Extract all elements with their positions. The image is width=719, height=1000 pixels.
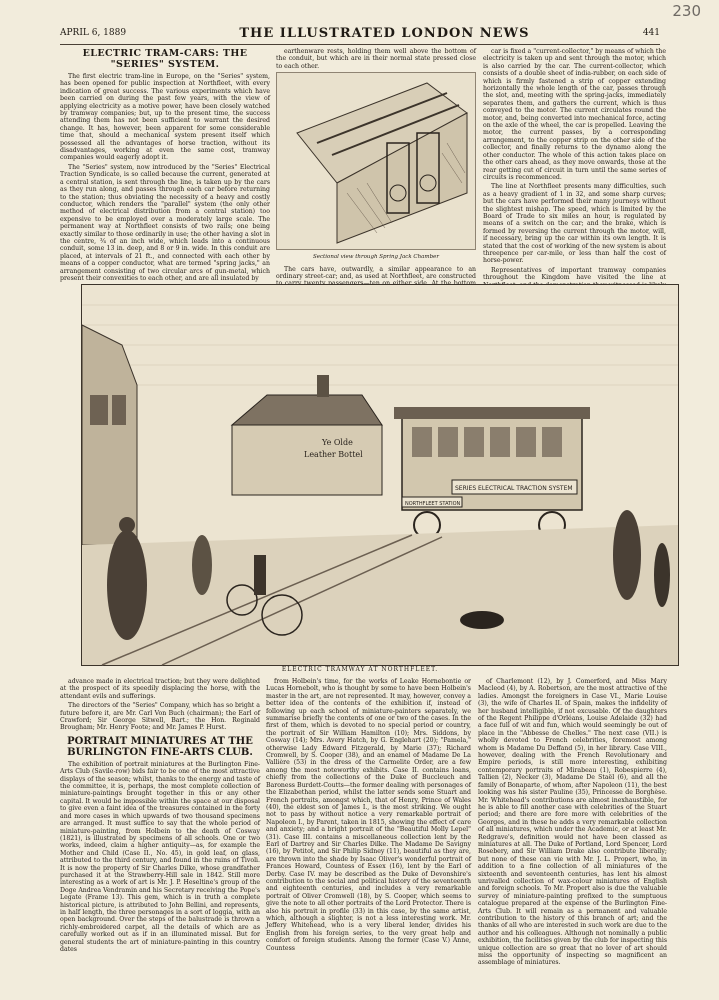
paragraph: car is fixed a "current-collector," by means of which the electricity is taken up and sent through the motor, which is also carried by the car. The current-collector, which consists of a double sheet of india-rubber, on each side of which is firmly fastened a strip of copper extending horizontally the whole length of the car, passes through the slot, and, meeting with the spring-jacks, immediately separates them, and gathers the current, which is thus conveyed to the motor. The current circulates round the motor, and, being converted into mechanical force, acting on the axle of the wheel, the car is propelled. Leaving the motor, the current passes, by a corresponding arrangement, to the copper strip on the other side of the collector, and finally returns to the dynamo along the other conductor. The whole of this action takes place on the other cars ahead, as they move onwards, those at the rear getting cut of circuit in turn until the same series of circuits is recommenced. [483, 48, 666, 181]
pencil-annotation: 230 [672, 2, 701, 20]
tram-car-sign: SERIES ELECTRICAL TRACTION SYSTEM [455, 485, 573, 492]
engraving-caption: ELECTRIC TRAMWAY AT NORTHFLEET. [281, 666, 439, 673]
paragraph: earthenware rests, holding them well above the bottom of the conduit, but which are in their normal state pressed close to each other. [276, 48, 476, 70]
paragraph: The directors of the "Series" Company, which has so bright a future before it, are Mr. Carl Von Buch (chairman); the Earl of Crawford; Sir George Sitwell, Bart.; the Hon. Reginald Brougham; Mr. Henry Foote; and Mr. James P. Hurst. [60, 702, 260, 732]
station-sign: NORTHFLEET STATION [405, 501, 461, 507]
paragraph: The "Series" system, now introduced by the "Series" Electrical Traction Syndicate, is so called because the current, generated at a central station, is sent through the line, is taken up by the cars as they run along, and passes through each car before returning to the station; thus obviating the necessity of a heavy and costly conductor, which renders the "parallel" system (the only other method of electrical distribution from a central station) too expensive to be employed over a moderately large scale. The permanent way at Northfleet consists of two rails; one being exactly similar to those ordinarily in use; the other having a slot in the centre, ¾ of an inch wide, which leads into a continuous conduit, some 13 in. deep, and 8 or 9 in. wide. In this conduit are placed, at intervals of 21 ft., and connected with each other by means of a copper conductor, what are termed "spring jacks," an arrangement consisting of two circular arcs of gun-metal, which present their convexities to each other, and are all insulated by [60, 163, 270, 282]
publication-title: THE ILLUSTRATED LONDON NEWS [239, 25, 530, 41]
article-headline: ELECTRIC TRAM-CARS: THE "SERIES" SYSTEM. [82, 48, 248, 70]
inn-sign-line-2: Leather Bottel [304, 450, 363, 459]
paragraph: The cars have, outwardly, a similar appearance to an ordinary street-car; and, as used at Northfleet, are constructed [276, 265, 476, 281]
tramway-scene [82, 285, 678, 665]
paragraph: The line at Northfleet presents many difficulties, such as a heavy gradient of 1 in 32, and some sharp curves; but the cars have performed their many journeys without the slightest mishap. The speed, which is limited by the Board of Trade to six miles an hour, is regulated by means of a switch on the car; and the brake, which is formed by reversing the current through the motor, will, if necessary, bring up the car within its own length. It is stated that the cost of working of the new system is about threepence per car-mile, or less than half the cost of horse-power. [483, 183, 666, 265]
paragraph: from Holbein's time, for the works of Leake Hornebontie or Lucas Hornebolt, who is thought by some to have been Holbein's master in the art, are not represented. It may, however, convey a better idea of the contents of the exhibition if, instead of following up each school of miniature-painters separately, we summarise briefly the contents of one or two of the cases. In the first of them, which is devoted to no special period or country, the portrait of Sir William Hamilton (10); Mrs. Siddons, by Cosway (14); Mrs. Avery Hatch, by G. Englehart (20); "Pamela," otherwise Lady Edward Fitzgerald, by Marie (37); Richard Cromwell, by S. Cooper (38), and an enamel of Madame De La Vallière (53) in the dress of the Carmelite Order, are a few among the most noteworthy exhibits. Case II. contains loans, chiefly from the collections of the Duke of Buccleuch and Baroness Burdett-Coutts—the former dealing with personages of the Elizabethan period, whilst the latter sends some Stuart and French portraits, amongst which, that of Henry, Prince of Wales (40), the eldest son of James I., is the most striking. We ought not to pass by without notice a very remarkable portrait of Napoleon I., by Parent, taken in 1815, showing the effect of care and anxiety; and a bright portrait of the "Beautiful Molly Lepel" (31). Case III. contains a miscellaneous collection lent by the Earl of Dartrey and Sir Charles Dilke. The Madame De Savigny (16), by Petitot, and Sir Philip Sidney (11), beautiful as they are, are thrown into the shade by Isaac Oliver's wonderful portrait of Frances Howard, Countess of Essex (16), lent by the Earl of Derby. Case IV. may be described as the Duke of Devonshire's contribution to the social and political history of the seventeenth and eighteenth centuries, and includes a very remarkable portrait of Oliver Cromwell (18), by S. Cooper, which seems to give the note to all other portraits of the Lord Protector. There is also his portrait in profile (33) in this case, by the same artist, which, although a slighter, is not a less interesting work. Mr. Jeffery Whitehead, who is a very liberal lender, divides his English from his foreign series, to the very great help and comfort of foreign students. Among the former (Case V.) Anne, Countess [266, 678, 471, 952]
paragraph: The exhibition of portrait miniatures at the Burlington Fine-Arts Club (Savile-row) bids fair to be one of the most attractive displays of the season; whilst, thanks to the energy and taste of the committee, it is, perhaps, the most complete collection of miniature-paintings brought together in this or any other capital. It would be impossible within the space at our disposal to give even a faint idea of the treasures contained in the forty and more cases in which upwards of two thousand specimens are arranged. It must suffice to say that the whole period of miniature-painting, from Holbein to the death of Cosway (1821), is illustrated by specimens of all schools. One or two works, indeed, claim a higher antiquity—as, for example the Mother and Child (Case II., No. 45), in gold leaf, on glass, attributed to the third century, and found in the ruins of Tivoli. It is now the property of Sir Charles Dilke, whose grandfather purchased it at the Strawberry-Hill sale in 1842. Still more interesting as a work of art is Mr. J. P. Heseltine's group of the Doge Andrea Vendramin and his Secretary receiving the Pope's Legate (Frame 13). This gem, which is in truth a complete historical picture, is attributed to John Bellini, and represents, in half length, the three personages in a sort of loggia, with an open background. Over the steps of the balustrade is thrown a richly-embroidered carpet, all the details of which are as carefully worked out as if in an illuminated missal. But for general students the art of miniature-painting in this country dates [60, 760, 260, 953]
diagram-caption: Sectional view through Spring Jack Chamber [312, 254, 440, 261]
article-miniatures-column-3 [478, 678, 667, 983]
inn-sign-line-1: Ye Olde [322, 438, 353, 447]
paragraph: The first electric tram-line in Europe, on the "Series" system, has been opened for public inspection at Northfleet, with every indication of great success. The various experiments which have been carried on during the past few years, with the view of applying electricity as a motive power, have been closely watched by tramway companies; but, up to the present time, the success attending them has not been sufficient to warrant the desired change. It has, however, been apparent for some considerable time that, should a mechanical system present itself which possessed all the advantages of horse traction, without its disadvantages, working at even the same cost, tramway companies would eagerly adopt it. [60, 73, 270, 162]
article-headline: PORTRAIT MINIATURES AT THE BURLINGTON FINE-ARTS CLUB. [67, 735, 253, 758]
article-tram-column-1 [60, 48, 270, 280]
header-date: APRIL 6, 1889 [60, 28, 127, 38]
tramway-engraving [81, 284, 679, 666]
article-tram-column-2 [276, 48, 476, 280]
page-header [60, 22, 660, 45]
paragraph: of Charlemont (12), by J. Comerford, and Miss Mary Macleod (4), by A. Robertson, are the most attractive of the ladies. Amongst the foreigners in Case VI., Marie Louise (3), the wife of Charles II. of Spain, makes the infidelity of her husband intelligible, if not excusable. Of the daughters of the Regent Philippe d'Orléans, Louise Adelaide (32) had a face full of wit and fun, which would seemingly be out of place in the "Abbesse de Chelles." The next case (VII.) is wholly devoted to French celebrities, foremost among whom is Madame Du Deffand (5), in her library. Case VIII., however, dealing with the French Revolutionary and Empire periods, is still more interesting, exhibiting contemporary portraits of Mirabeau (1), Robespierre (4), Tallien (2), Necker (3), Madame De Staël (6), and all the family of Bonaparte, of whom, after Napoleon (11), the best looking was his sister Pauline (35), Princesse de Borghèse. Mr. Whitehead's contributions are almost inexhaustible, for he is able to fill another case with celebrities of the Stuart period; and there are fore more with celebrities of the Georges, and in these he adds a very remarkable collection of all miniatures, which under the Academic, or at least Mr. Redgrave's, definition would not have been classed as miniatures at all. The Duke of Portland, Lord Spencer, Lord Rosebery, and Sir William Drake also contribute liberally; but none of these can vie with Mr. J. L. Propert, who, in addition to a fine collection of all miniatures of the sixteenth and seventeenth centuries, has lent his almost unrivalled collection of wax-colour miniatures of English and foreign schools. To Mr. Propert also is due the valuable survey of miniature-painting prefixed to the sumptuous catalogue prepared at the expense of the Burlington Fine-Arts Club. It will remain as a permanent and valuable contribution to the history of this branch of art; and the thanks of all who are interested in such work are due to the author and his colleagues. Although not nominally a public exhibition, the facilities given by the club for inspecting this unique collection are so great that no lover of art should miss the opportunity of inspecting so magnificent an assemblage of miniatures. [478, 678, 668, 967]
paragraph: Representatives of important tramway companies throughout the Kingdom have visited the line at [483, 266, 666, 282]
article-miniatures-column-2 [266, 678, 471, 983]
spring-jack-diagram [276, 72, 476, 250]
article-tram-column-3 [483, 48, 666, 280]
page-number: 441 [642, 28, 660, 38]
spring-jack-illustration [277, 73, 477, 249]
article-miniatures-column-1 [60, 678, 260, 983]
paragraph: advance made in electrical traction; but they were delighted at the prospect of its speedily displacing the horse, with the attendant evils and sufferings. [60, 678, 260, 700]
